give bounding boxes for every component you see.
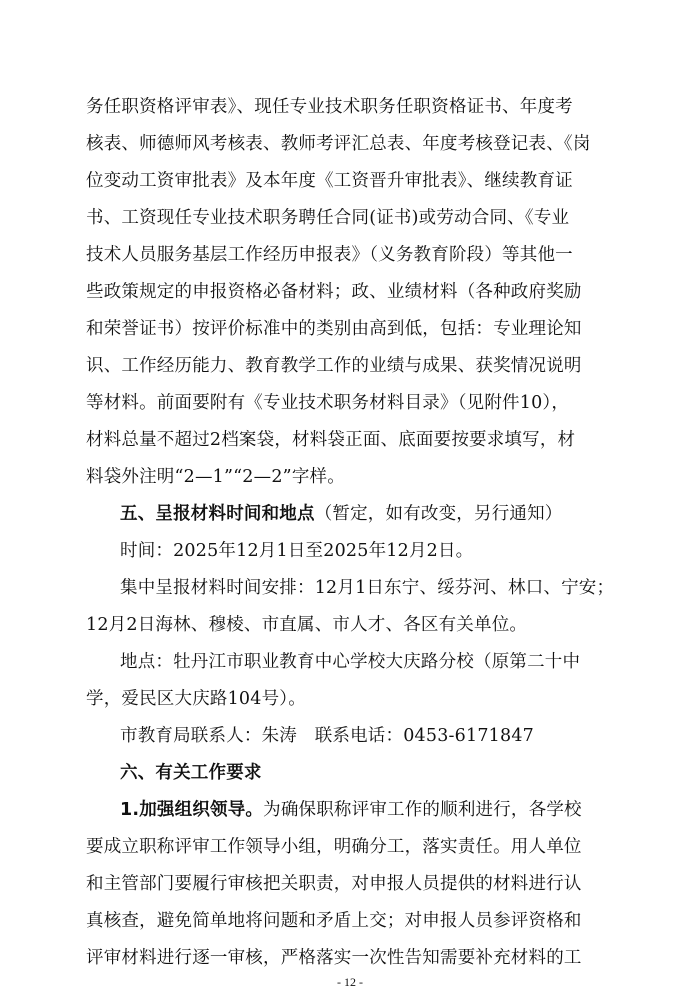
body-line: 和荣誉证书）按评价标准中的类别由高到低，包括：专业理论知: [86, 319, 582, 339]
time-line: 时间：2025年12月1日至2025年12月2日。: [120, 541, 474, 561]
requirement-1-row: [120, 798, 582, 822]
section-5-note: （暂定，如有改变，另行通知）: [314, 504, 563, 524]
place-line-continued: 学，爱民区大庆路104号）。: [86, 689, 306, 709]
requirement-1-line: 要成立职称评审工作领导小组，明确分工，落实责任。用人单位: [86, 837, 582, 857]
schedule-line-continued: 12月2日海林、穆棱、市直属、市人才、各区有关单位。: [86, 615, 528, 635]
body-line: 书、工资现任专业技术职务聘任合同(证书)或劳动合同、《专业: [86, 208, 570, 228]
requirement-1-title: 1.加强组织领导。: [120, 800, 264, 820]
page-number: - 12 -: [337, 975, 363, 989]
body-line: 位变动工资审批表》及本年度《工资晋升审批表》、继续教育证: [86, 171, 573, 191]
requirement-1-line: 评审材料进行逐一审核，严格落实一次性告知需要补充材料的工: [86, 948, 582, 968]
body-line: 识、工作经历能力、教育教学工作的业绩与成果、获奖情况说明: [86, 356, 582, 376]
body-line: 等材料。前面要附有《专业技术职务材料目录》（见附件10），: [86, 393, 570, 413]
contact-line: 市教育局联系人：朱涛 联系电话：0453-6171847: [120, 726, 534, 746]
section-6-heading: 六、有关工作要求: [120, 763, 262, 783]
schedule-line: 集中呈报材料时间安排：12月1日东宁、绥芬河、林口、宁安；: [120, 578, 615, 598]
place-line: 地点：牡丹江市职业教育中心学校大庆路分校（原第二十中: [120, 652, 581, 672]
body-line: 材料总量不超过2档案袋，材料袋正面、底面要按要求填写，材: [86, 430, 576, 450]
body-line: 务任职资格评审表》、现任专业技术职务任职资格证书、年度考: [86, 97, 573, 117]
requirement-1-text: 为确保职称评审工作的顺利进行，各学校: [263, 800, 582, 820]
body-line: 料袋外注明“2—1”“2—2”字样。: [86, 467, 345, 487]
body-line: 核表、师德师风考核表、教师考评汇总表、年度考核登记表、《岗: [86, 134, 591, 154]
requirement-1-line: 真核查，避免简单地将问题和矛盾上交；对申报人员参评资格和: [86, 911, 582, 931]
section-5-heading-row: [120, 502, 563, 526]
section-5-heading: 五、呈报材料时间和地点: [120, 504, 315, 524]
body-line: 技术人员服务基层工作经历申报表》（义务教育阶段）等其他一: [86, 245, 573, 265]
body-line: 些政策规定的申报资格必备材料；政、业绩材料（各种政府奖励: [86, 282, 582, 302]
requirement-1-line: 和主管部门要履行审核把关职责，对申报人员提供的材料进行认: [86, 874, 582, 894]
